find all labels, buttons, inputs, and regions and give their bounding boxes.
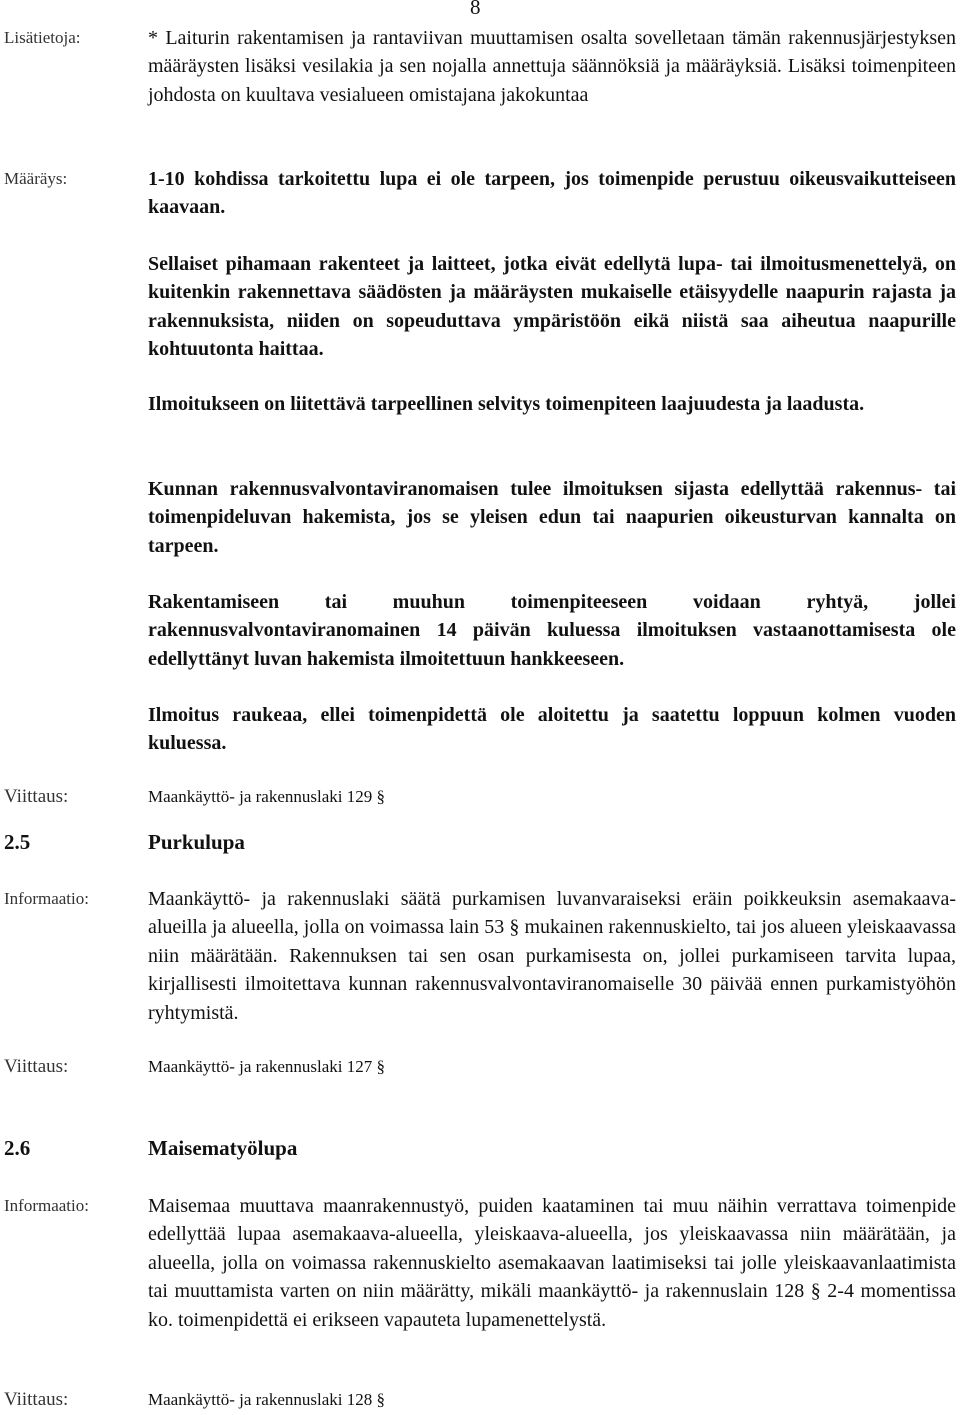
section-title-purkulupa: Purkulupa: [148, 830, 245, 854]
purkulupa-ref-text: Maankäyttö- ja rakennuslaki 127 §: [148, 1057, 385, 1076]
maarays-paragraph-3: Ilmoitukseen on liitettävä tarpeellinen selvitys toimenpiteen laajuudesta ja laadusta.: [148, 393, 865, 415]
lisatietoja-text: * Laiturin rakentamisen ja rantaviivan muuttamisen osalta sovelletaan tämän rakennusjärjestyksen määräysten lisäksi vesilakia ja sen nojalla annettuja säännöksiä ja määräyksiä. Lisäksi toimenpiteen johdosta on kuultava vesialueen omistajana jakokuntaa: [148, 27, 956, 106]
lisatietoja-label: Lisätietoja:: [4, 28, 81, 47]
maarays-paragraph-6: Ilmoitus raukeaa, ellei toimenpidettä ole aloitettu ja saatettu loppuun kolmen vuoden kuluessa.: [148, 704, 956, 755]
maarays-label: Määräys:: [4, 169, 68, 188]
maarays-paragraph-2: Sellaiset pihamaan rakenteet ja laitteet, jotka eivät edellytä lupa- tai ilmoitusmenettelyä, on kuitenkin rakennettava säädösten ja määräysten mukaiselle etäisyydelle naapurin rajasta ja rakennuksista, niiden on sopeuduttava ympäristöön eikä niistä saa aiheutua naapurille kohtuutonta haittaa.: [148, 253, 956, 361]
maarays-paragraph-1: 1-10 kohdissa tarkoitettu lupa ei ole tarpeen, jos toimenpide perustuu oikeusvaikutteiseen kaavaan.: [148, 168, 956, 219]
maisematyolupa-ref-text: Maankäyttö- ja rakennuslaki 128 §: [148, 1390, 385, 1409]
maarays-paragraph-5: Rakentamiseen tai muuhun toimenpiteeseen voidaan ryhtyä, jollei rakennusvalvontaviranomainen 14 päivän kuluessa ilmoituksen vastaanottamisesta ole edellyttänyt luvan hakemista ilmoitettuun hankkeeseen.: [148, 591, 956, 670]
maarays-paragraph-4: Kunnan rakennusvalvontaviranomaisen tulee ilmoituksen sijasta edellyttää rakennus- tai toimenpideluvan hakemista, jos se yleisen edun tai naapurien oikeusturvan kannalta on tarpeen.: [148, 478, 956, 557]
page-number: 8: [470, 0, 481, 19]
maisematyolupa-info-text: Maisemaa muuttava maanrakennustyö, puiden kaataminen tai muu näihin verrattava toimenpide edellyttää lupaa asemakaava-alueella, yleiskaava-alueella, jos yleiskaavassa niin määrätään, ja alueella, jolla on voimassa rakennuskielto asemakaavan laatimiseksi tai jolle yleiskaavanlaatimista tai muuttamista varten on niin määrätty, mikäli maankäyttö- ja rakennuslain 128 § 2-4 momentissa ko. toimenpidettä ei erikseen vapauteta lupamenettelystä.: [148, 1195, 956, 1331]
viittaus-text-1: Maankäyttö- ja rakennuslaki 129 §: [148, 787, 385, 806]
purkulupa-info-label: Informaatio:: [4, 889, 89, 908]
purkulupa-ref-label: Viittaus:: [4, 1056, 69, 1077]
section-number-2-5: 2.5: [4, 830, 31, 854]
maisematyolupa-info-label: Informaatio:: [4, 1196, 89, 1215]
maisematyolupa-ref-label: Viittaus:: [4, 1389, 69, 1410]
viittaus-label-1: Viittaus:: [4, 786, 69, 807]
section-number-2-6: 2.6: [4, 1136, 31, 1160]
section-title-maisematyolupa: Maisematyölupa: [148, 1136, 298, 1160]
purkulupa-info-text: Maankäyttö- ja rakennuslaki säätä purkamisen luvanvaraiseksi eräin poikkeuksin asemakaava-alueilla ja alueella, jolla on voimassa lain 53 § mukainen rakennuskielto, tai jos alueen yleiskaavassa niin määrätään. Rakennuksen tai sen osan purkamisesta on, jollei purkamiseen tarvita lupaa, kirjallisesti ilmoitettava kunnan rakennusvalvontaviranomaiselle 30 päivää ennen purkamistyöhön ryhtymistä.: [148, 888, 956, 1024]
